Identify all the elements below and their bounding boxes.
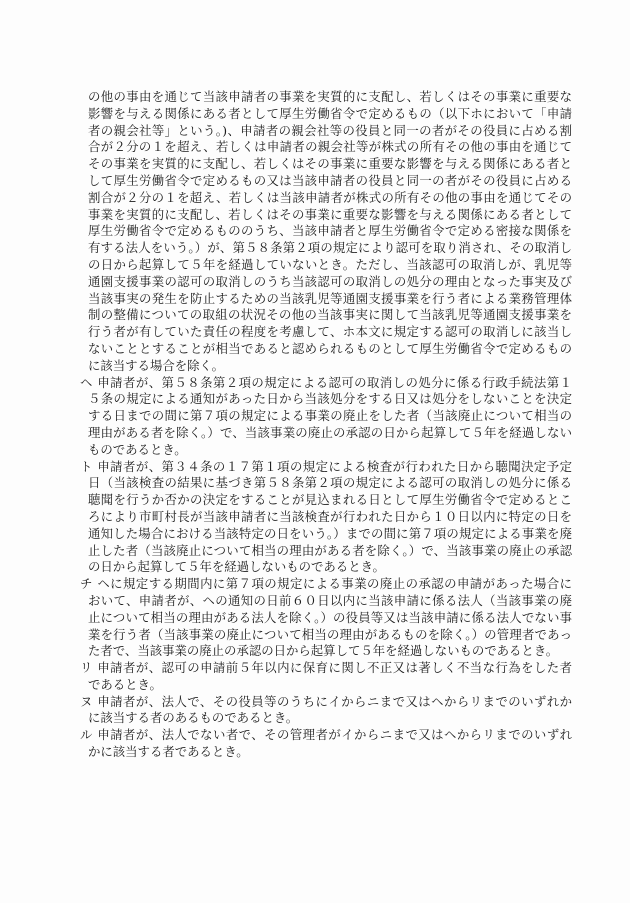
- text-line: [80, 106, 572, 123]
- text-line: [80, 173, 572, 190]
- line-text: 有する法人をいう。）が、第５８条第２項の規定により認可を取り消され、その取消し: [88, 240, 572, 256]
- text-line: [80, 375, 572, 392]
- text-line: [80, 291, 572, 308]
- line-text: 割合が２分の１を超え、若しくは当該申請者が株式の所有その他の事由を通じてその: [88, 189, 572, 205]
- text-line: [80, 207, 572, 224]
- line-text: 者の親会社等」という。)、申請者の親会社等の役員と同一の者がその役員に占める割: [88, 122, 572, 138]
- text-line: [80, 139, 572, 156]
- text-line: [80, 341, 572, 358]
- text-line: [80, 593, 572, 610]
- text-line: [80, 559, 572, 576]
- line-text: 日（当該検査の結果に基づき第５８条第２項の規定による認可の取消しの処分に係る: [88, 475, 572, 491]
- line-text: 行う者が有していた責任の程度を考慮して、ホ本文に規定する認可の取消しに該当し: [88, 324, 572, 340]
- line-text: 通園支援事業の認可の取消しのうち当該認可の取消しの処分の理由となった事実及び: [88, 273, 572, 289]
- text-line: [80, 408, 572, 425]
- line-text: に該当する者のあるものであるとき。: [88, 710, 299, 726]
- item-marker: ヌ: [80, 693, 93, 709]
- text-line: [80, 123, 572, 140]
- line-text: 厚生労働省令で定めるもののうち、当該申請者と厚生労働省令で定める密接な関係を: [88, 223, 572, 239]
- text-line: [80, 509, 572, 526]
- list-item: [80, 694, 572, 728]
- item-marker: ヘ: [80, 374, 93, 390]
- text-line: [80, 475, 572, 492]
- item-marker: ト: [80, 458, 93, 474]
- line-text: 止について相当の理由がある法人を除く。）の役員等又は当該申請に係る法人でない事: [88, 609, 572, 625]
- line-text: 影響を与える関係にある者として厚生労働省令で定めるもの（以下ホにおいて「申請: [88, 105, 572, 121]
- line-text: おいて、申請者が、ヘの通知の日前６０日以内に当該申請に係る法人（当該事業の廃: [88, 592, 572, 608]
- text-line: [80, 694, 572, 711]
- text-line: [80, 643, 572, 660]
- text-line: [80, 240, 572, 257]
- text-line: [80, 677, 572, 694]
- line-text: 申請者が、第３４条の１７第１項の規定による検査が行われた日から聴聞決定予定: [97, 458, 572, 474]
- item-marker: ル: [80, 727, 93, 743]
- line-text: 止した者（当該廃止について相当の理由がある者を除く。）で、当該事業の廃止の承認: [88, 542, 572, 558]
- text-line: [80, 156, 572, 173]
- line-text: 業を行う者（当該事業の廃止について相当の理由があるものを除く。）の管理者であっ: [88, 626, 572, 642]
- text-line: [80, 425, 572, 442]
- line-text: 申請者が、法人で、その役員等のうちにイからニまで又はヘからリまでのいずれか: [97, 693, 572, 709]
- text-line: [80, 576, 572, 593]
- line-text: 合が２分の１を超え、若しくは申請者の親会社等が株式の所有その他の事由を通じて: [88, 139, 572, 155]
- list-item: [80, 660, 572, 694]
- line-text: 制の整備についての取組の状況その他の当該事実に関して当該乳児等通園支援事業を: [88, 307, 572, 323]
- line-text: の日から起算して５年を経過しないものであるとき。: [88, 559, 385, 575]
- text-line: [80, 710, 572, 727]
- line-text: であるとき。: [88, 676, 162, 692]
- item-marker: チ: [80, 576, 93, 592]
- line-text: 申請者が、法人でない者で、その管理者がイからニまで又はヘからリまでのいずれ: [97, 727, 572, 743]
- line-text: 申請者が、第５８条第２項の規定による認可の取消しの処分に係る行政手続法第１: [97, 374, 572, 390]
- line-text: 事業を実質的に支配し、若しくはその事業に重要な影響を与える関係にある者として: [88, 206, 572, 222]
- list-item: [80, 576, 572, 660]
- text-line: [80, 727, 572, 744]
- line-text: ないこととすることが相当であると認められるものとして厚生労働省令で定めるもの: [88, 340, 572, 356]
- text-line: [80, 660, 572, 677]
- line-text: の他の事由を通じて当該申請者の事業を実質的に支配し、若しくはその事業に重要な: [88, 89, 572, 104]
- text-line: [80, 358, 572, 375]
- text-line: [80, 274, 572, 291]
- line-text: ろにより市町村長が当該申請者に当該検査が行われた日から１０日以内に特定の日を: [88, 508, 572, 524]
- text-line: [80, 627, 572, 644]
- text-line: [80, 459, 572, 476]
- text-line: [80, 324, 572, 341]
- body-paragraph: [80, 89, 572, 375]
- line-text: ５条の規定による通知があった日から当該処分をする日又は処分をしないことを決定: [88, 391, 572, 407]
- text-block: [80, 89, 572, 761]
- text-line: [80, 223, 572, 240]
- list-item: [80, 375, 572, 459]
- line-text: 申請者が、認可の申請前５年以内に保育に関し不正又は著しく不当な行為をした者: [97, 660, 572, 676]
- line-text: 当該事実の発生を防止するための当該乳児等通園支援事業を行う者による業務管理体: [88, 290, 572, 306]
- line-text: に該当する場合を除く。: [88, 357, 225, 373]
- list-item: [80, 459, 572, 577]
- line-text: して厚生労働省令で定めるもの又は当該申請者の役員と同一の者がその役員に占める: [88, 172, 572, 188]
- text-line: [80, 391, 572, 408]
- text-line: [80, 307, 572, 324]
- line-text: ものであるとき。: [88, 441, 187, 457]
- line-text: その事業を実質的に支配し、若しくはその事業に重要な影響を与える関係にある者と: [88, 156, 572, 172]
- text-line: [80, 543, 572, 560]
- text-line: [80, 744, 572, 761]
- line-text: 通知した場合における当該特定の日をいう。）までの間に第７項の規定による事業を廃: [88, 525, 572, 541]
- text-line: [80, 492, 572, 509]
- text-line: [80, 257, 572, 274]
- line-text: ヘに規定する期間内に第７項の規定による事業の廃止の承認の申請があった場合に: [97, 576, 572, 592]
- item-marker: リ: [80, 660, 93, 676]
- line-text: 聴聞を行うか否かの決定をすることが見込まれる日として厚生労働省令で定めるとこ: [88, 492, 572, 508]
- line-text: た者で、当該事業の廃止の承認の日から起算して５年を経過しないものであるとき。: [88, 643, 559, 659]
- line-text: かに該当する者であるとき。: [88, 744, 249, 760]
- line-text: の日から起算して５年を経過していないとき。ただし、当該認可の取消しが、乳児等: [88, 256, 572, 272]
- text-line: [80, 89, 572, 106]
- list-item: [80, 727, 572, 761]
- text-line: [80, 610, 572, 627]
- text-line: [80, 442, 572, 459]
- text-line: [80, 526, 572, 543]
- line-text: 理由がある者を除く。）で、当該事業の廃止の承認の日から起算して５年を経過しない: [88, 424, 572, 440]
- text-line: [80, 190, 572, 207]
- line-text: する日までの間に第７項の規定による事業の廃止をした者（当該廃止について相当の: [88, 408, 572, 424]
